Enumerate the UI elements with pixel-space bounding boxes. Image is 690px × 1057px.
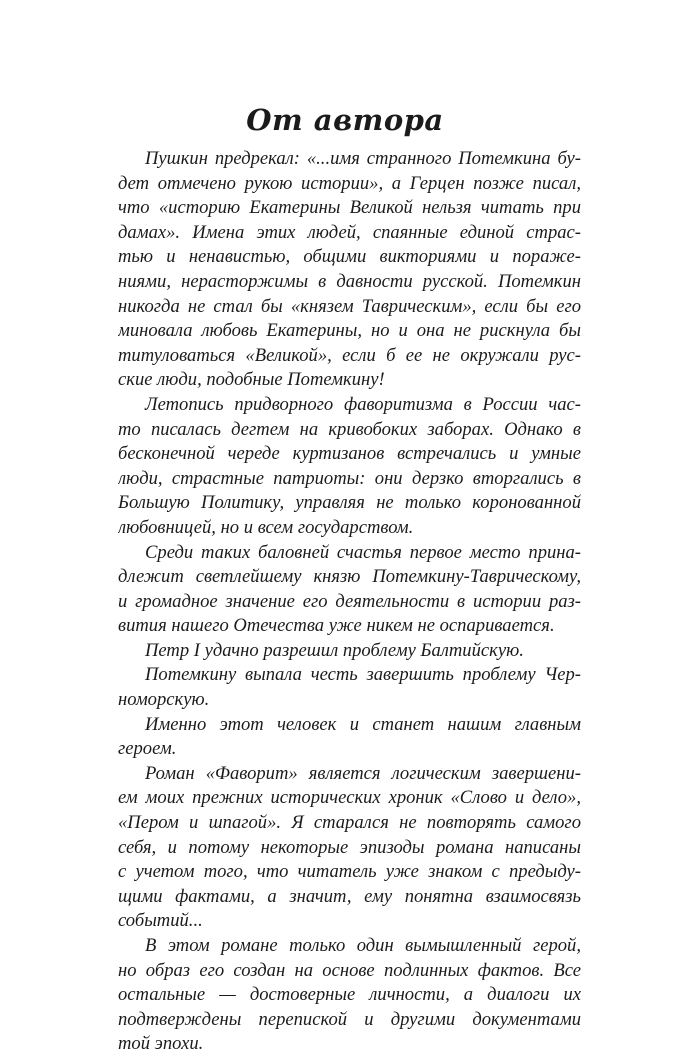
text-line: дамах». Имена этих людей, спаянные единой страс- <box>118 221 581 243</box>
text-line: что «историю Екатерины Великой нельзя читать при <box>118 197 581 219</box>
text-line: номорскую. <box>118 689 210 711</box>
text-line: Пушкин предрекал: «...имя странного Потемкина бу- <box>145 148 581 169</box>
text-line: Именно этот человек и станет нашим главным <box>145 713 581 735</box>
text-line: то писалась дегтем на кривобоких заборах. Однако в <box>118 418 581 440</box>
text-line: бесконечной череде куртизанов встречались и умные <box>118 443 581 465</box>
text-line: той эпохи. <box>118 1033 204 1055</box>
text-line: тью и ненавистью, общими викториями и пораже- <box>118 246 581 268</box>
text-line: Большую Политику, управляя не только коронованной <box>118 492 581 514</box>
text-line: героем. <box>118 738 177 760</box>
text-line: титуловаться «Великой», если б ее не окружали рус- <box>118 344 581 366</box>
text-line: Петр I удачно разрешил проблему Балтийскую. <box>145 639 524 661</box>
text-line: Среди таких баловней счастья первое место прина- <box>145 541 581 563</box>
text-line: остальные — достоверные личности, а диалоги их <box>118 984 581 1006</box>
text-line: Летопись придворного фаворитизма в России час- <box>145 393 581 415</box>
text-line: подтверждены перепиской и другими документами <box>118 1008 581 1030</box>
text-line: любовницей, но и всем государством. <box>118 516 414 538</box>
text-line: но образ его создан на основе подлинных фактов. Все <box>118 959 581 981</box>
text-line: вития нашего Отечества уже никем не оспаривается. <box>118 615 555 637</box>
text-line: себя, и потому некоторые эпизоды романа написаны <box>118 836 581 858</box>
text-line: с учетом того, что читатель уже знаком с предыду- <box>118 861 581 883</box>
text-line: событий... <box>118 910 203 932</box>
text-line: Потемкину выпала честь завершить проблему Чер- <box>145 664 581 686</box>
chapter-body <box>118 147 581 1057</box>
text-line: В этом романе только один вымышленный герой, <box>145 935 581 956</box>
text-line: ниями, нерасторжимы в давности русской. Потемкин <box>118 270 581 292</box>
chapter-title: От автора <box>246 103 444 137</box>
text-line: дет отмечено рукою истории», а Герцен позже писал, <box>118 172 581 194</box>
text-line: щими фактами, а значит, ему понятна взаимосвязь <box>118 885 581 907</box>
text-line: и громадное значение его деятельности в истории раз- <box>118 590 581 612</box>
text-line: «Пером и шпагой». Я старался не повторять самого <box>118 812 581 834</box>
text-line: люди, страстные патриоты: они дерзко вторгались в <box>118 467 581 489</box>
text-line: длежит светлейшему князю Потемкину-Таврическому, <box>118 566 581 588</box>
text-line: никогда не стал бы «князем Таврическим», если бы его <box>118 295 581 317</box>
text-line: миновала любовь Екатерины, но и она не рискнула бы <box>118 320 581 342</box>
text-line: ем моих прежних исторических хроник «Слово и дело», <box>118 787 581 809</box>
text-line: ские люди, подобные Потемкину! <box>118 369 385 391</box>
text-line: Роман «Фаворит» является логическим завершени- <box>145 762 581 784</box>
